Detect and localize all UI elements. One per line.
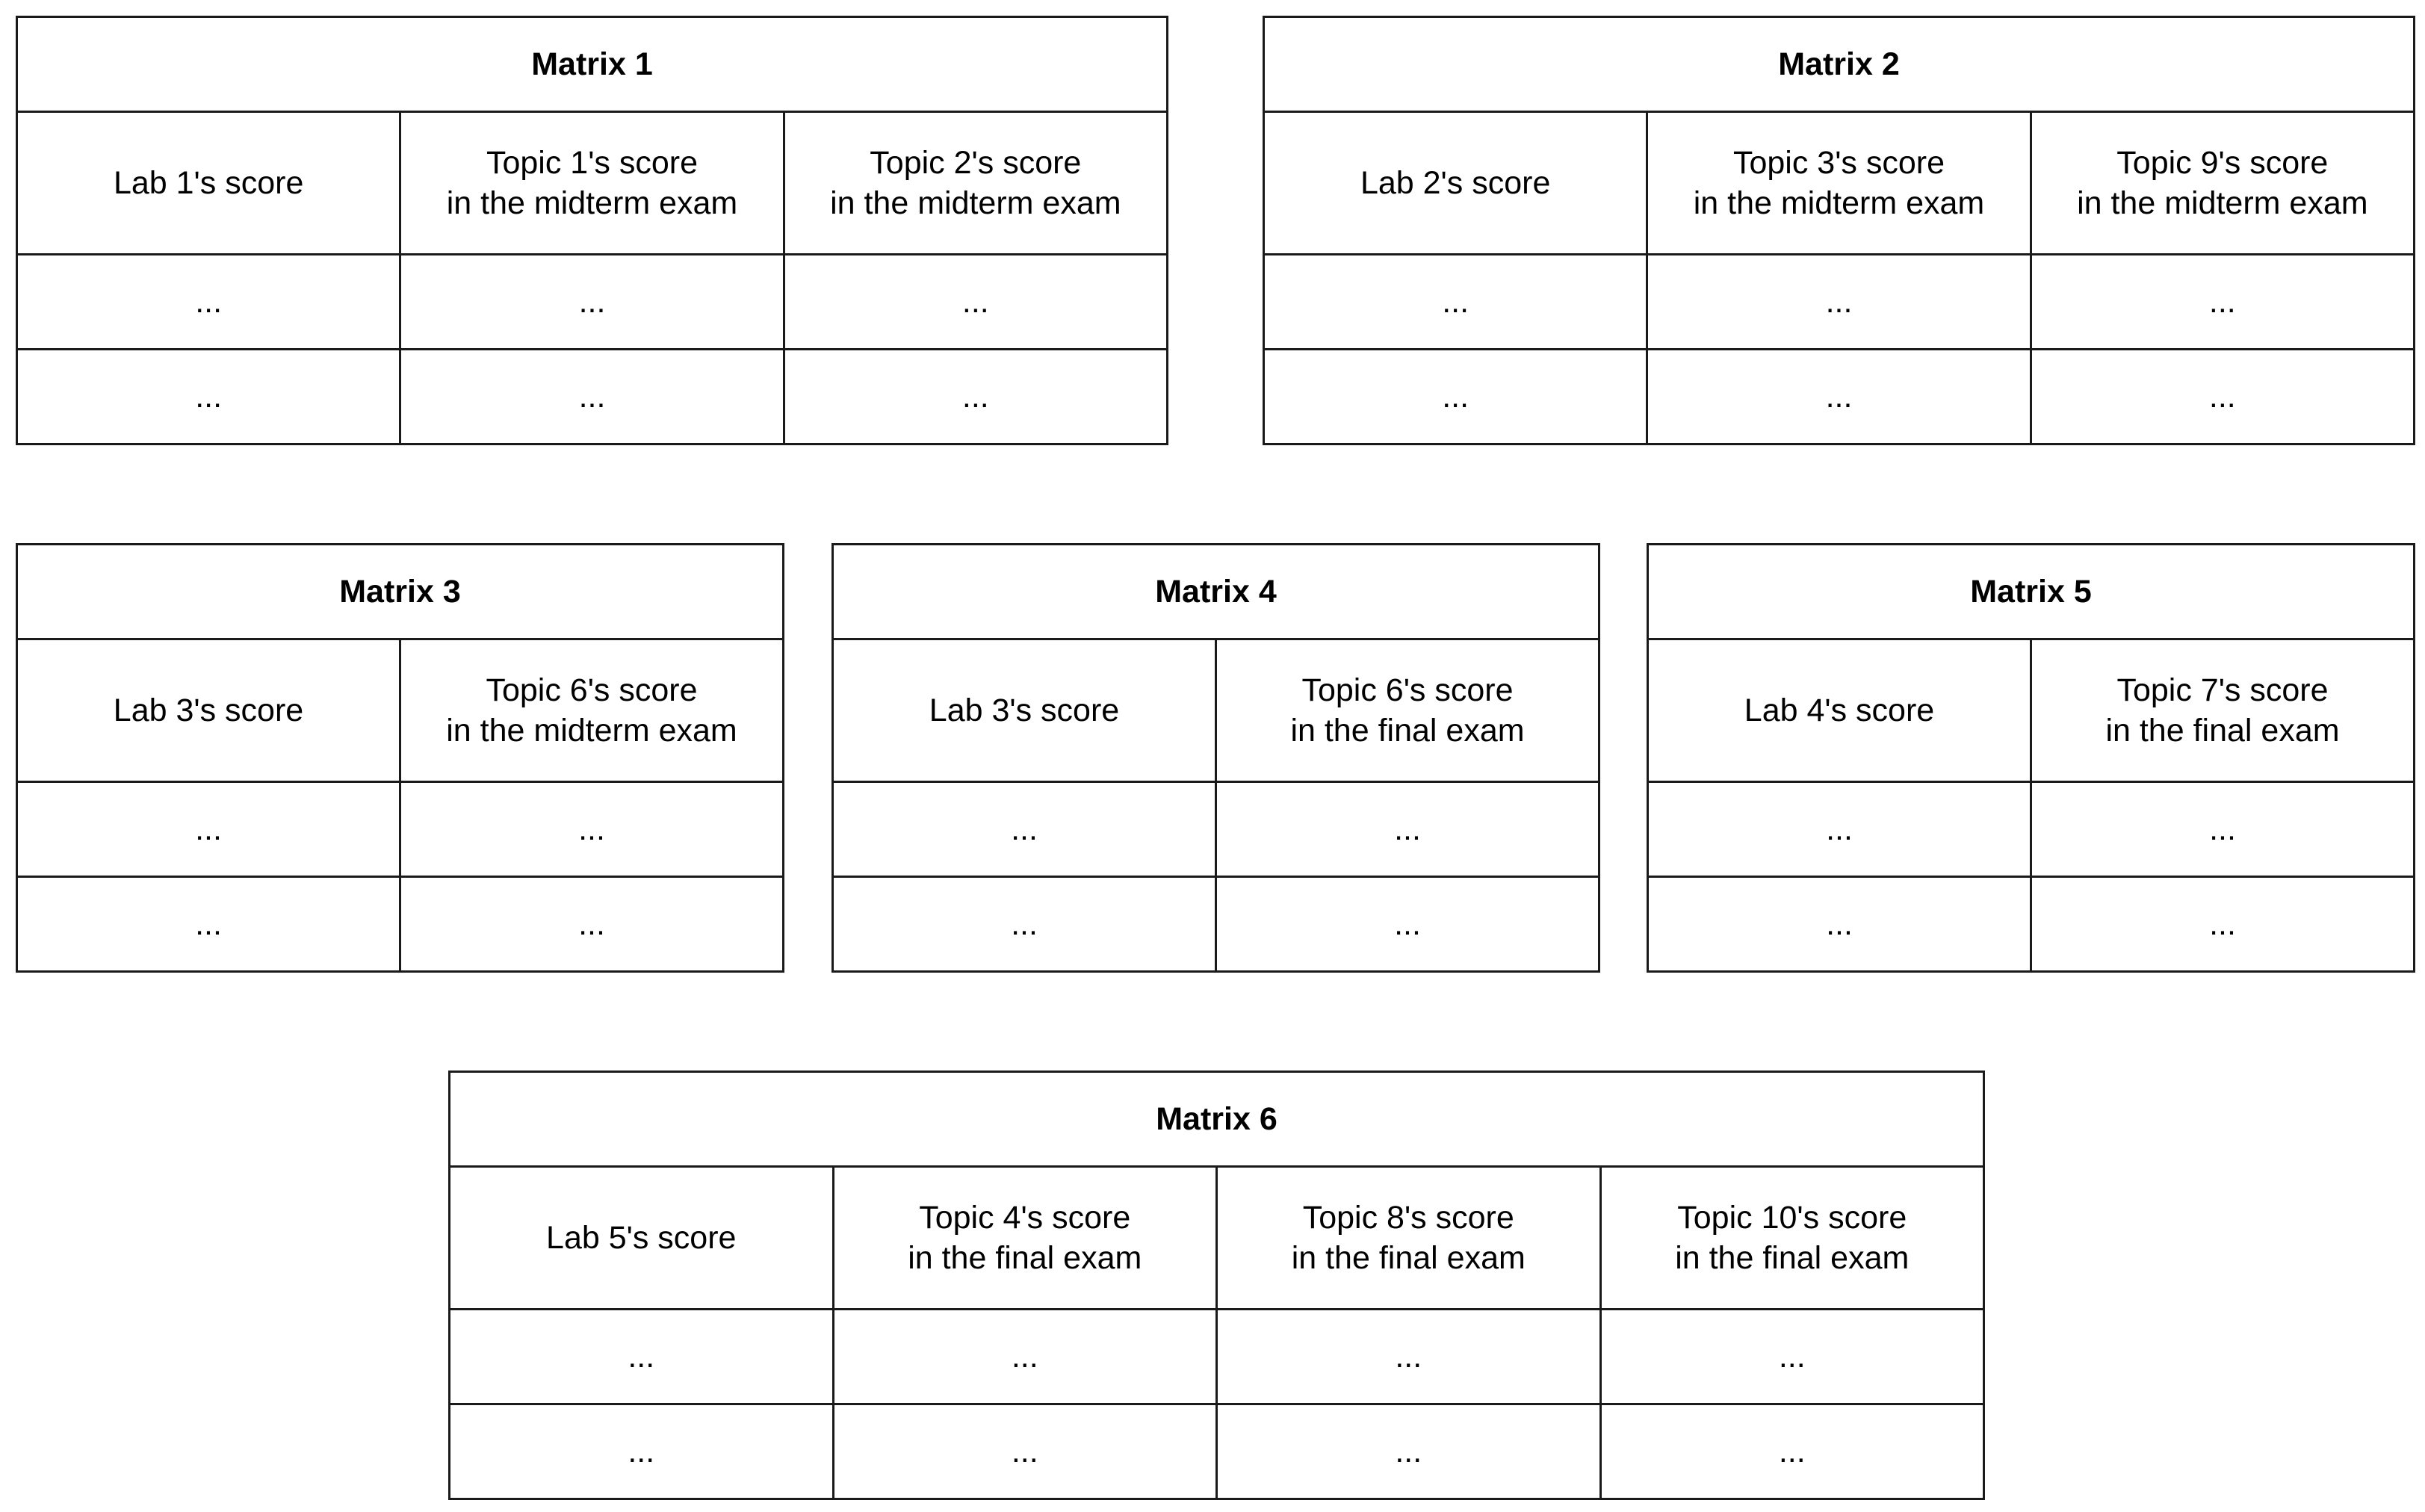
table-cell: ... [1216, 782, 1599, 877]
table-cell: ... [450, 1310, 834, 1404]
table-row [1648, 782, 2415, 877]
table-row [1264, 350, 2415, 444]
table-row [450, 1404, 1984, 1499]
column-header: Topic 8's score in the final exam [1217, 1167, 1601, 1310]
table-cell: ... [833, 877, 1216, 972]
table-cell: ... [1600, 1404, 1984, 1499]
column-header: Lab 3's score [833, 639, 1216, 782]
matrix-title: Matrix 6 [450, 1072, 1984, 1167]
table-cell: ... [1647, 350, 2031, 444]
matrix-4-table [831, 543, 1600, 973]
table-cell: ... [784, 255, 1167, 350]
table-row [450, 1310, 1984, 1404]
column-header: Topic 6's score in the final exam [1216, 639, 1599, 782]
table-cell: ... [833, 1310, 1217, 1404]
table-row [17, 350, 1168, 444]
matrix-2-table [1263, 16, 2415, 445]
matrix-5-table [1647, 543, 2415, 973]
column-header: Topic 9's score in the midterm exam [2031, 112, 2414, 255]
matrix-title: Matrix 3 [17, 545, 784, 639]
column-header: Lab 3's score [17, 639, 400, 782]
column-header: Topic 10's score in the final exam [1600, 1167, 1984, 1310]
column-header: Lab 1's score [17, 112, 400, 255]
table-cell: ... [1648, 877, 2031, 972]
column-header: Topic 7's score in the final exam [2031, 639, 2415, 782]
table-cell: ... [400, 350, 784, 444]
table-cell: ... [400, 255, 784, 350]
column-header: Topic 3's score in the midterm exam [1647, 112, 2031, 255]
table-cell: ... [2031, 877, 2415, 972]
table-cell: ... [1648, 782, 2031, 877]
matrix-6-table [448, 1071, 1985, 1500]
table-cell: ... [17, 255, 400, 350]
table-cell: ... [1264, 255, 1647, 350]
table-row [1264, 255, 2415, 350]
column-header: Topic 6's score in the midterm exam [400, 639, 784, 782]
table-cell: ... [17, 877, 400, 972]
column-header: Topic 1's score in the midterm exam [400, 112, 784, 255]
table-cell: ... [2031, 255, 2414, 350]
matrix-title: Matrix 2 [1264, 17, 2415, 112]
matrix-title: Matrix 1 [17, 17, 1168, 112]
column-header: Lab 2's score [1264, 112, 1647, 255]
table-cell: ... [1216, 877, 1599, 972]
column-header: Topic 4's score in the final exam [833, 1167, 1217, 1310]
table-cell: ... [1647, 255, 2031, 350]
table-row [17, 782, 784, 877]
table-cell: ... [1264, 350, 1647, 444]
table-row [833, 782, 1599, 877]
matrix-title: Matrix 4 [833, 545, 1599, 639]
table-cell: ... [833, 782, 1216, 877]
table-row [17, 255, 1168, 350]
table-cell: ... [1217, 1310, 1601, 1404]
table-cell: ... [17, 350, 400, 444]
table-cell: ... [1600, 1310, 1984, 1404]
table-cell: ... [1217, 1404, 1601, 1499]
table-cell: ... [2031, 782, 2415, 877]
table-row [1648, 877, 2415, 972]
table-row [17, 877, 784, 972]
column-header: Lab 5's score [450, 1167, 834, 1310]
matrix-title: Matrix 5 [1648, 545, 2415, 639]
matrix-3-table [16, 543, 784, 973]
column-header: Lab 4's score [1648, 639, 2031, 782]
matrix-1-table [16, 16, 1168, 445]
table-cell: ... [833, 1404, 1217, 1499]
table-cell: ... [2031, 350, 2414, 444]
table-cell: ... [450, 1404, 834, 1499]
table-cell: ... [17, 782, 400, 877]
table-cell: ... [784, 350, 1167, 444]
table-cell: ... [400, 877, 784, 972]
column-header: Topic 2's score in the midterm exam [784, 112, 1167, 255]
table-row [833, 877, 1599, 972]
table-cell: ... [400, 782, 784, 877]
